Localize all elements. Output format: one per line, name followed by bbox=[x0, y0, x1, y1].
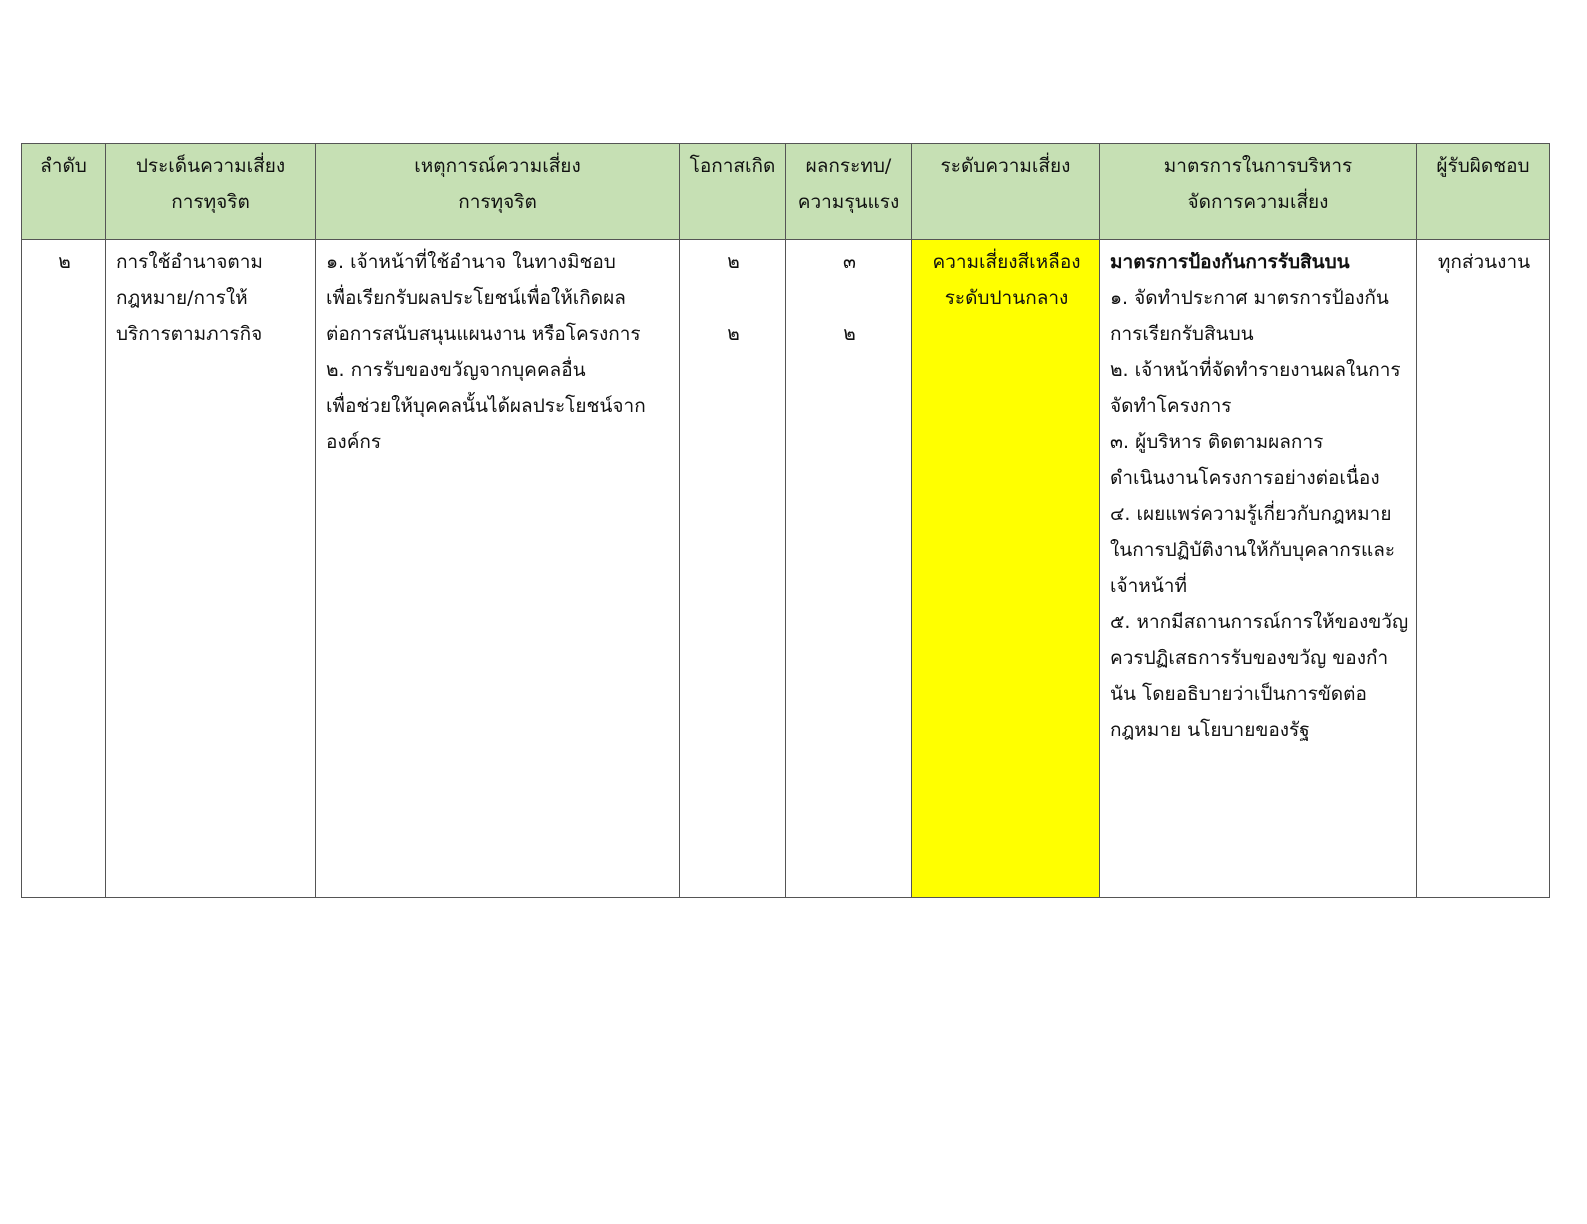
cell-impact: ๓ ๒ bbox=[786, 240, 912, 898]
table-row bbox=[22, 240, 1550, 898]
cell-risk-level: ความเสี่ยงสีเหลือง ระดับปานกลาง bbox=[912, 240, 1100, 898]
measures-title: มาตรการป้องกันการรับสินบน bbox=[1110, 251, 1350, 273]
header-row bbox=[22, 144, 1550, 240]
cell-issue: การใช้อำนาจตาม กฎหมาย/การให้ บริการตามภารกิจ bbox=[106, 240, 316, 898]
cell-owner: ทุกส่วนงาน bbox=[1417, 240, 1550, 898]
header-issue: ประเด็นความเสี่ยง การทุจริต bbox=[106, 144, 316, 240]
cell-order: ๒ bbox=[22, 240, 106, 898]
cell-likelihood: ๒ ๒ bbox=[680, 240, 786, 898]
cell-measures: มาตรการป้องกันการรับสินบน ๑. จัดทำประกาศ มาตรการป้องกัน การเรียกรับสินบน ๒. เจ้าหน้าที่จัดทำรายงานผลในการ จัดทำโครงการ ๓. ผู้บริหาร ติดตามผลการ ดำเนินงานโครงการอย่างต่อเนื่อง ๔. เผยแพร่ความรู้เกี่ยวกับกฎหมาย ในการปฏิบัติงานให้กับบุคลากรและ เจ้าหน้าที่ ๕. หากมีสถานการณ์การให้ของขวัญ ควรปฏิเสธการรับของขวัญ ของกำ นัน โดยอธิบายว่าเป็นการขัดต่อ กฎหมาย นโยบายของรัฐ bbox=[1100, 240, 1417, 898]
header-level: ระดับความเสี่ยง bbox=[912, 144, 1100, 240]
header-owner: ผู้รับผิดชอบ bbox=[1417, 144, 1550, 240]
header-likelihood: โอกาสเกิด bbox=[680, 144, 786, 240]
header-order: ลำดับ bbox=[22, 144, 106, 240]
risk-assessment-table bbox=[21, 143, 1550, 898]
header-impact: ผลกระทบ/ ความรุนแรง bbox=[786, 144, 912, 240]
cell-events: ๑. เจ้าหน้าที่ใช้อำนาจ ในทางมิชอบ เพื่อเรียกรับผลประโยชน์เพื่อให้เกิดผล ต่อการสนับสนุนแผนงาน หรือโครงการ ๒. การรับของขวัญจากบุคคลอื่น เพื่อช่วยให้บุคคลนั้นได้ผลประโยชน์จาก องค์กร bbox=[316, 240, 680, 898]
header-measures: มาตรการในการบริหาร จัดการความเสี่ยง bbox=[1100, 144, 1417, 240]
header-event: เหตุการณ์ความเสี่ยง การทุจริต bbox=[316, 144, 680, 240]
